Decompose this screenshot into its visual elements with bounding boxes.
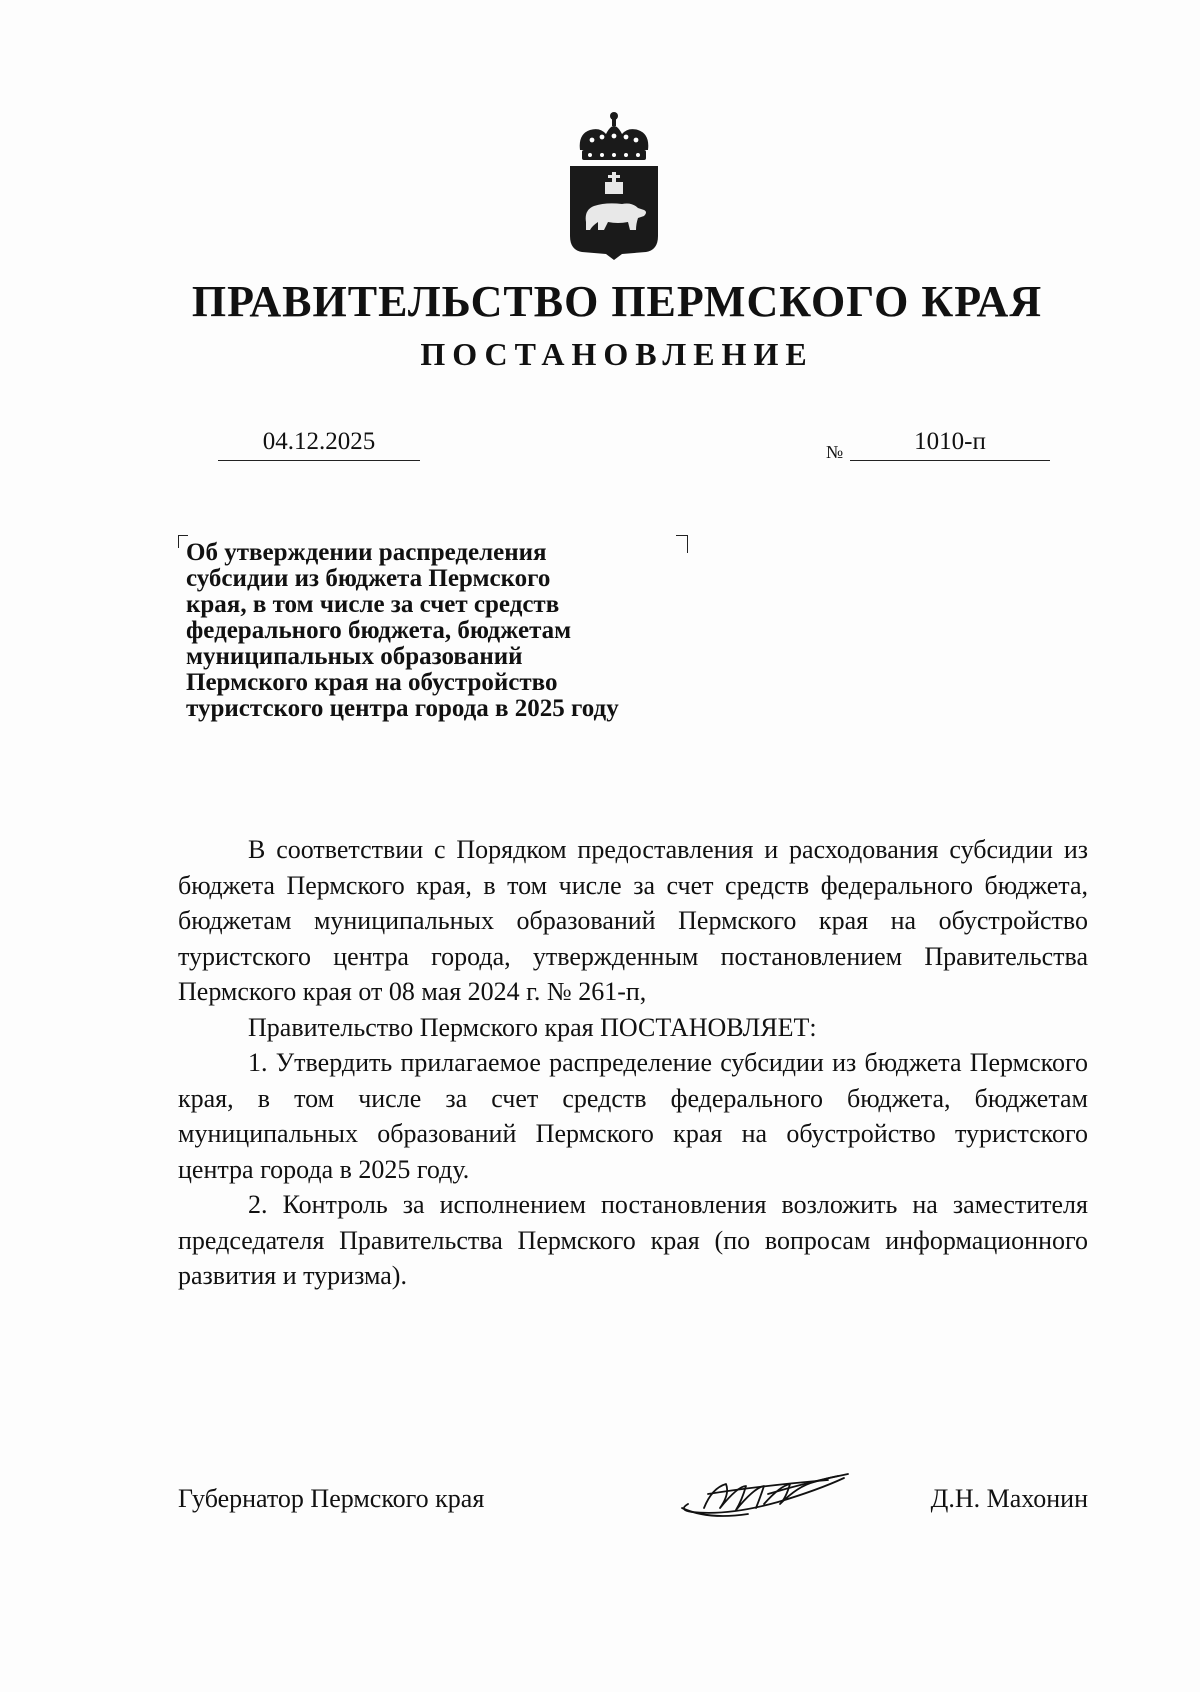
subject-line: Об утверждении распределения [186, 539, 547, 566]
signatory-name: Д.Н. Махонин [930, 1484, 1088, 1513]
government-name: ПРАВИТЕЛЬСТВО ПЕРМСКОГО КРАЯ [191, 277, 1043, 326]
document-date: 04.12.2025 [262, 428, 376, 455]
item-1-paragraph: 1. Утвердить прилагаемое распределение субсидии из бюджета Пермского края, в том числе за счет средств федерального бюджета, бюджетам муниципальных образований Пермского края на обустройство туристского центра города в 2025 году. [178, 1048, 1088, 1184]
document-type: ПОСТАНОВЛЕНИЕ [420, 336, 814, 372]
handwritten-signature [668, 1464, 858, 1524]
signatory-position: Губернатор Пермского края [178, 1484, 485, 1513]
date-underline [218, 460, 420, 461]
subject-line: края, в том числе за счет средств [186, 591, 560, 618]
subject-line: туристского центра города в 2025 году [186, 695, 619, 722]
resolution-paragraph: Правительство Пермского края ПОСТАНОВЛЯЕТ: [248, 1012, 817, 1042]
preamble-paragraph: В соответствии с Порядком предоставления и расходования субсидии из бюджета Пермского края, в том числе за счет средств федерального бюджета, бюджетам муниципальных образований Пермского края на обустройство туристского центра города, утвержденным постановлением Правительства Пермского края от 08 мая 2024 г. № 261-п, [178, 835, 1088, 1006]
item-2-paragraph: 2. Контроль за исполнением постановления возложить на заместителя председателя Правительства Пермского края (по вопросам информационного развития и туризма). [178, 1190, 1088, 1290]
subject-line: субсидии из бюджета Пермского [186, 565, 551, 592]
signature-block [178, 1484, 1088, 1534]
document-subject [186, 540, 706, 722]
document-number: 1010-п [914, 428, 986, 455]
perm-krai-coat-of-arms-icon [566, 110, 662, 260]
subject-line: муниципальных образований [186, 643, 523, 670]
document-body [178, 832, 1088, 1294]
subject-line: Пермского края на обустройство [186, 669, 558, 696]
number-underline [850, 460, 1050, 461]
subject-line: федерального бюджета, бюджетам [186, 617, 572, 644]
number-sign: № [826, 442, 844, 462]
